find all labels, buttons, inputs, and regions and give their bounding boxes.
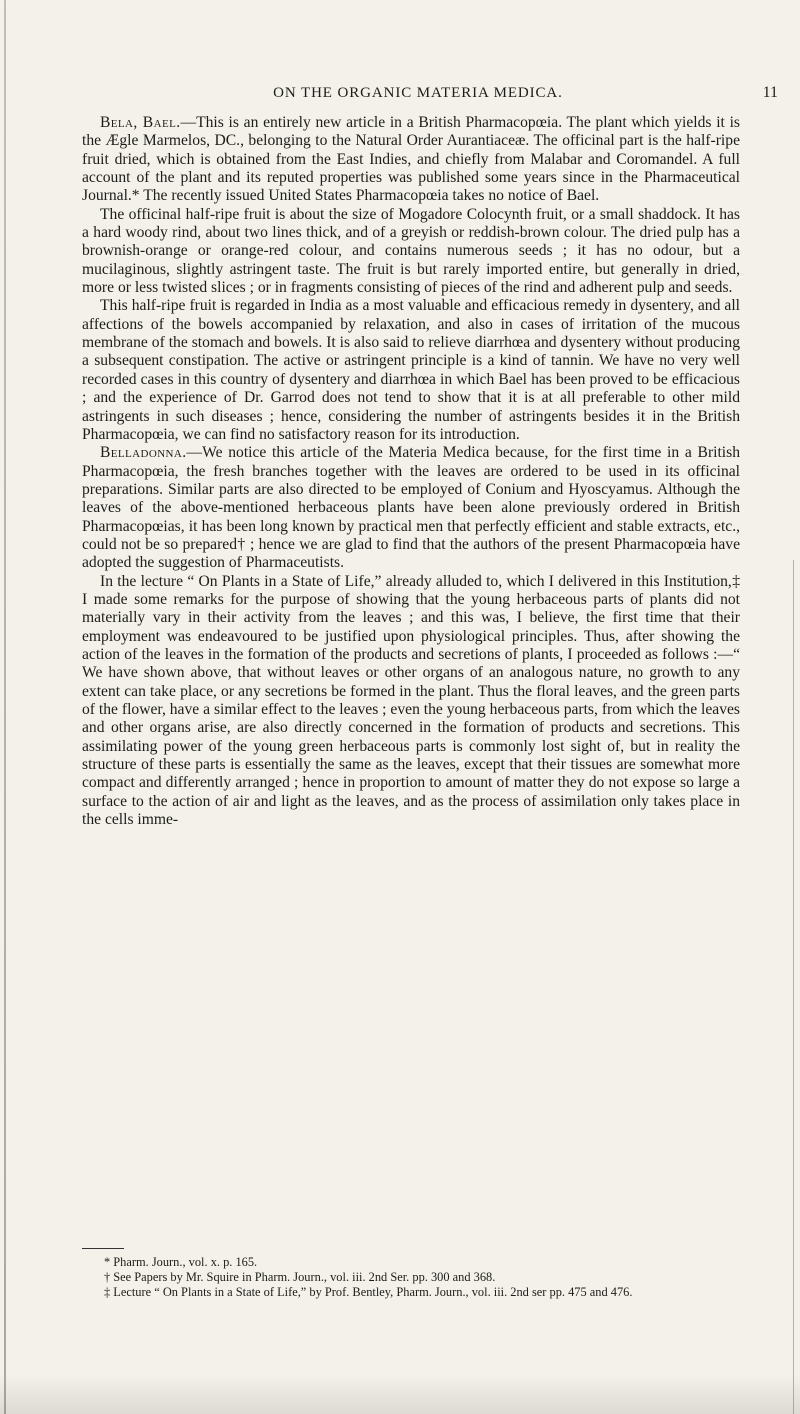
- running-head: [58, 84, 778, 102]
- running-title: ON THE ORGANIC MATERIA MEDICA.: [273, 85, 563, 101]
- footnote: ‡ Lecture “ On Plants in a State of Life,” by Prof. Bentley, Pharm. Journ., vol. iii. 2nd ser pp. 475 and 476.: [104, 1285, 633, 1299]
- footnote-rule: [82, 1248, 124, 1249]
- binding-edge: [4, 0, 6, 1414]
- paragraph-text: This half-ripe fruit is regarded in India as a most valuable and efficacious remedy in dysentery, and all affections of the bowels accompanied by relaxation, and also in cases of irritation of the mucous membrane of the stomach and bowels. It is also said to relieve diarrhœa and dysentery without producing a subsequent constipation. The active or astringent principle is a kind of tannin. We have no very well recorded cases in this country of dysentery and diarrhœa in which Bael has been proved to be efficacious ; and the experience of Dr. Garrod does not tend to show that it is at all preferable to other mild astringents in such diseases ; hence, considering the number of astringents besides it in the British Pharmacopœia, we can find no satisfactory reason for its introduction.: [82, 297, 740, 443]
- paragraph-lecture: [82, 573, 740, 830]
- entry-heading: Bela, Bael.: [100, 114, 181, 131]
- body-text: [82, 114, 740, 829]
- page-number: 11: [762, 84, 778, 101]
- paragraph-text: —This is an entirely new article in a British Pharmacopœia. The plant which yields it is the Ægle Marmelos, DC., belonging to the Natural Order Aurantiaceæ. The officinal part is the half-ripe fruit dried, which is obtained from the East Indies, and chiefly from Malabar and Coromandel. A full account of the plant and its reputed properties was published some years since in the Pharmaceutical Journal.* The recently issued United States Pharmacopœia takes no notice of Bael.: [82, 114, 740, 205]
- paragraph-text: In the lecture “ On Plants in a State of Life,” already alluded to, which I delivered in this Institution,‡ I made some remarks for the purpose of showing that the young herbaceous parts of plants did not materially vary in their activity from the leaves ; and this was, I believe, the first time that their employment was endeavoured to be justified upon physiological principles. Thus, after showing the action of the leaves in the formation of the products and secretions of plants, I proceeded as follows :—“ We have shown above, that without leaves or other organs of an analogous nature, no growth to any extent can take place, or any secretions be formed in the plant. Thus the floral leaves, and the green parts of the flower, have a similar effect to the leaves ; even the young herbaceous parts, from which the leaves and other organs arise, are also directly concerned in the formation of products and secretions. This assimilating power of the young green herbaceous parts is commonly lost sight of, but in reality the structure of these parts is essentially the same as the leaves, except that their tissues are somewhat more compact and differently arranged ; hence in proportion to amount of matter they do not expose so large a surface to the action of air and light as the leaves, and as the process of assimilation only takes place in the cells imme-: [82, 572, 740, 829]
- page-edge: [793, 560, 794, 1414]
- paragraph-bela: [82, 114, 740, 206]
- paragraph-belladonna: [82, 444, 740, 572]
- footnote: † See Papers by Mr. Squire in Pharm. Journ., vol. iii. 2nd Ser. pp. 300 and 368.: [104, 1270, 496, 1284]
- footnotes: [82, 1255, 742, 1300]
- paragraph-remedy: [82, 297, 740, 444]
- paragraph-text: The officinal half-ripe fruit is about the size of Mogadore Colocynth fruit, or a small shaddock. It has a hard woody rind, about two lines thick, and of a greyish or reddish-brown colour. The dried pulp has a brownish-orange or orange-red colour, and contains numerous seeds ; it has no odour, but a mucilaginous, slightly astringent taste. The fruit is but rarely imported entire, but generally in dried, more or less twisted slices ; or in fragments consisting of pieces of the rind and adherent pulp and seeds.: [82, 205, 740, 297]
- footnote: * Pharm. Journ., vol. x. p. 165.: [104, 1255, 258, 1269]
- paragraph-text: —We notice this article of the Materia Medica because, for the first time in a British Pharmacopœia, the fresh branches together with the leaves are ordered to be used in its officinal preparations. Similar parts are also directed to be employed of Conium and Hyoscyamus. Although the leaves of the above-mentioned herbaceous plants have been alone previously ordered in British Pharmacopœias, it has been long known by practical men that perfectly efficient and stable extracts, etc., could not be so prepared† ; hence we are glad to find that the authors of the present Pharmacopœia have adopted the suggestion of Pharmaceutists.: [82, 444, 740, 572]
- entry-heading: Belladonna.: [100, 444, 187, 462]
- page-shadow: [0, 1374, 800, 1414]
- paragraph-fruit-description: [82, 206, 740, 298]
